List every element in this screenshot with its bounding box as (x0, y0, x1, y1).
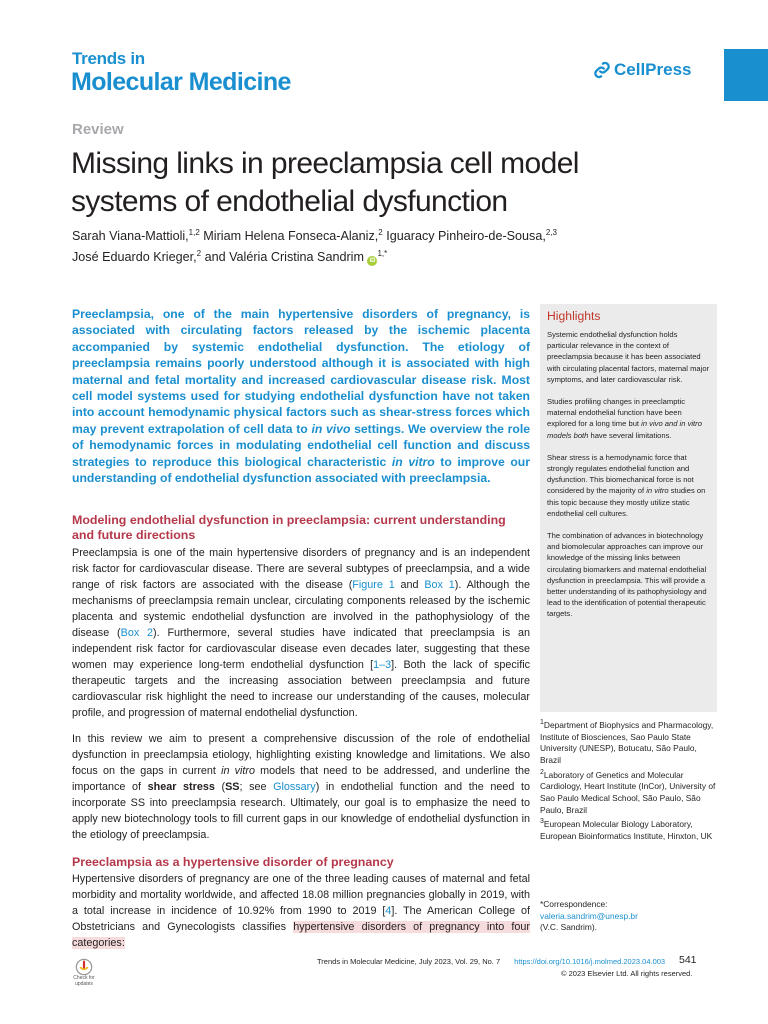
box2-link[interactable]: Box 2 (120, 627, 154, 639)
abstract-text: Preeclampsia, one of the main hypertensive disorders of pregnancy, is associated with circulating factors released by the ischemic placenta accompanied by systemic endothelial dysfunction. The etiology of preeclampsia remains poorly understood although it is associated with high maternal and fetal mortality and increased cardiovascular disease risk. Most cell model systems used for studying endothelial dysfunction have not taken into account hemodynamic physical factors such as shear-stress forces which may prevent extrapolation of cell data to (72, 307, 530, 436)
highlight-text: studies on this topic because they mostly utilize static endothelial cell cultures. (547, 486, 706, 518)
reference-link[interactable]: 4 (385, 905, 392, 917)
affiliation-item (540, 717, 717, 767)
body-italic: in vitro (221, 765, 256, 777)
body-text: In this review we aim to present a comprehensive discussion of the role of endothelial dysfunction in preeclampsia etiology, highlighting existing knowledge and limitations. We also focus on the gaps in current (72, 733, 530, 777)
abstract-text: to improve our understanding of endothelial dysfunction associated with preeclampsia. (72, 454, 530, 486)
highlight-text: have several limitations. (588, 430, 672, 440)
page-number: 541 (679, 954, 697, 966)
author-affil-sup: 1,* (377, 249, 388, 259)
orcid-icon[interactable]: iD (369, 258, 376, 265)
body-bold: SS (225, 781, 240, 793)
highlights-title: Highlights (547, 309, 601, 323)
publisher-logo[interactable] (593, 60, 692, 80)
article-type: Review (72, 121, 124, 138)
check-updates-icon (75, 958, 93, 976)
highlight-item (547, 396, 710, 441)
affil-text: European Molecular Biology Laboratory, European Bioinformatics Institute, Hinxton, UK (540, 819, 713, 841)
body-text: ( (214, 781, 226, 793)
highlight-italic: in vitro (646, 486, 669, 496)
copyright: © 2023 Elsevier Ltd. All rights reserved. (561, 969, 693, 978)
body-text: Hypertensive disorders of pregnancy are one of the three leading causes of maternal and fetal morbidity and mortality worldwide, and affected 18.08 million pregnancies globally in 2019, with a total increase in incidence of 10.92% from 1990 to 2019 [ (72, 873, 530, 917)
author-name[interactable]: José Eduardo Krieger, (72, 250, 197, 265)
section-heading-hypertensive: Preeclampsia as a hypertensive disorder of pregnancy (72, 855, 394, 869)
body-text: Preeclampsia is one of the main hypertensive disorders of pregnancy and is an independent risk factor for cardiovascular disease. There are several subtypes of preeclampsia, and a wide range of risk factors are associated with the disease ( (72, 547, 530, 591)
check-updates-label: Check for updates (73, 975, 95, 987)
body-text: ]. The American College of Obstetricians and Gynecologists classifies (72, 905, 530, 933)
check-for-updates-badge[interactable] (64, 958, 104, 988)
section1-paragraph1 (72, 545, 530, 721)
affil-sup: 2 (540, 768, 544, 776)
footer-citation (317, 957, 665, 966)
highlight-item: Systemic endothelial dysfunction holds particular relevance in the context of preeclampsia because it has been associated with circulating placental factors, maternal major symptoms, and later cardiovascular risk. (547, 330, 710, 384)
cellpress-link-icon (593, 61, 611, 79)
section2-paragraph1 (72, 871, 530, 951)
body-text: ). Furthermore, several studies have indicated that preeclampsia is an independent risk factor for cardiovascular disease even decades later, suggesting that these women may experience long-term endothelial dysfunction [ (72, 627, 530, 671)
section1-paragraph2 (72, 731, 530, 843)
author-affil-sup: 2,3 (545, 228, 557, 237)
abstract-italic: in vitro (391, 454, 435, 469)
author-name[interactable]: Miriam Helena Fonseca-Alaniz, (203, 229, 379, 244)
body-text: ) in endothelial function and the need to incorporate SS into preeclampsia research. Ultimately, our goal is to emphasize the need to apply new biotechnology tools to fill current gaps in our knowledge of endothelial dysfunction in the etiology of preeclampsia. (72, 781, 530, 841)
author-name[interactable]: Sarah Viana-Mattioli, (72, 229, 189, 244)
reference-link[interactable]: 1–3 (373, 659, 392, 671)
correspondence-name: (V.C. Sandrim). (540, 922, 597, 933)
correspondence (540, 899, 717, 934)
journal-name-main: Molecular Medicine (71, 68, 291, 96)
glossary-link[interactable]: Glossary (273, 781, 316, 793)
highlight-italic: in vivo and in vitro models both (547, 419, 702, 440)
article-title: Missing links in preeclampsia cell model systems of endothelial dysfunction (71, 147, 579, 218)
correspondence-label: *Correspondence: (540, 899, 608, 909)
highlights-box (540, 304, 717, 712)
author-affil-sup: 1,2 (188, 228, 200, 237)
figure1-link[interactable]: Figure 1 (352, 579, 395, 591)
citation-text: Trends in Molecular Medicine, July 2023, Vol. 29, No. 7 (317, 957, 501, 966)
affiliation-item (540, 816, 717, 842)
body-text: models that need to be addressed, and underline the importance of (72, 765, 530, 793)
affil-text: Laboratory of Genetics and Molecular Cardiology, Heart Institute (InCor), University of Sao Paulo Medical School, São Paulo, São Paulo, Brazil (540, 769, 716, 815)
highlight-text: Studies profiling changes in preeclamptic maternal endothelial function have been explored for a long time but (547, 397, 686, 429)
highlight-text: Shear stress is a hemodynamic force that strongly regulates endothelial function and dysfunction. This biomechanical force is not considered by the majority of (547, 452, 694, 496)
journal-color-tab (724, 49, 768, 101)
author-name[interactable]: Iguaracy Pinheiro-de-Sousa, (386, 229, 546, 244)
body-text: ). Although the mechanisms of preeclampsia remain unclear, circulating components released by the ischemic placenta and systemic endothelial dysfunction are involved in the pathophysiology of the disease ( (72, 579, 531, 639)
body-text: ]. Both the lack of specific therapeutic targets and the increasing association between preeclampsia and future cardiovascular risk highlight the need to increase our understanding of the causes, molecular profile, and progression of maternal endothelial dysfunction. (72, 659, 530, 719)
author-list (72, 224, 632, 266)
body-text: ; see (239, 781, 274, 793)
author-affil-sup: 2 (378, 228, 383, 237)
affiliations (540, 717, 717, 842)
affil-text: Department of Biophysics and Pharmacology, Institute of Biosciences, Sao Paulo State University (UNESP), Botucatu, São Paulo, Brazil (540, 719, 714, 765)
abstract-italic: in vivo (311, 421, 351, 436)
highlight-item: The combination of advances in biotechnology and biomolecular approaches can improve our knowledge of the missing links between circulating biomarkers and maternal endothelial dysfunction in preeclampsia. This will provide a better understanding of its pathophysiology and lead to the identification of potential therapeutic targets. (547, 531, 707, 619)
correspondence-email[interactable]: valeria.sandrim@unesp.br (540, 910, 638, 921)
highlighted-text: hypertensive disorders of pregnancy into four categories: (72, 921, 530, 949)
publisher-name: CellPress (614, 60, 692, 79)
abstract-text: settings. We overview the role of hemodynamic forces in modulating endothelial cell function and discuss strategies to reproduce this biological characteristic (72, 421, 531, 469)
affil-sup: 3 (540, 818, 544, 826)
body-bold: shear stress (147, 781, 215, 793)
body-text: and (394, 579, 425, 591)
affiliation-item (540, 767, 717, 817)
journal-name-top: Trends in (72, 49, 145, 68)
section-heading-modeling: Modeling endothelial dysfunction in preeclampsia: current understanding and future directions (72, 513, 506, 542)
box1-link[interactable]: Box 1 (424, 579, 455, 591)
author-affil-sup: 2 (196, 249, 202, 259)
doi-link[interactable]: https://doi.org/10.1016/j.molmed.2023.04.003 (514, 957, 666, 966)
abstract (72, 306, 530, 486)
affil-sup: 1 (540, 719, 544, 726)
highlight-item (547, 452, 710, 519)
author-name[interactable]: and Valéria Cristina Sandrim (204, 250, 364, 265)
